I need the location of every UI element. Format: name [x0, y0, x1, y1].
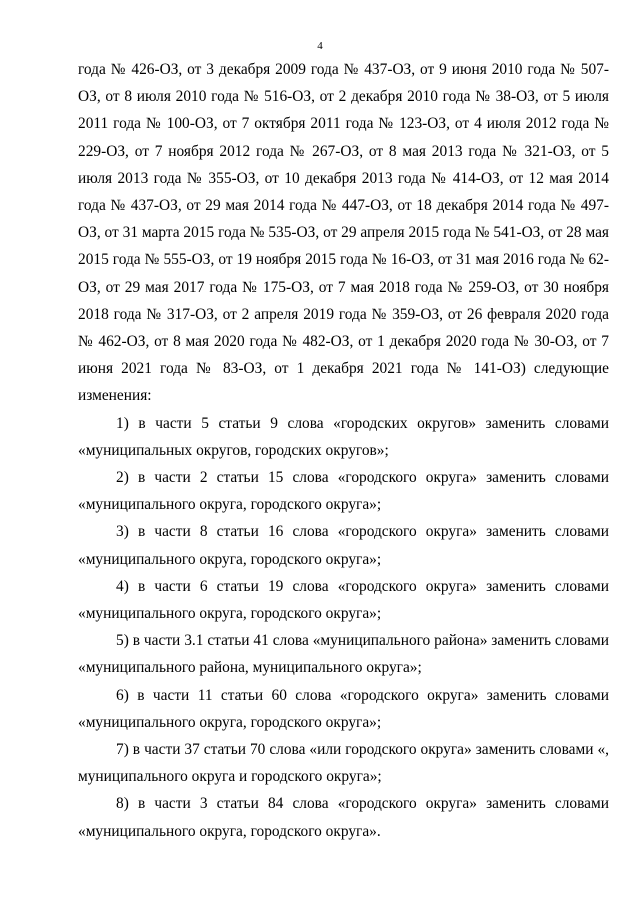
amendment-item-4: 4) в части 6 статьи 19 слова «городского округа» заменить словами «муниципального округа, городского округа»;: [78, 577, 609, 623]
amendment-item-8: 8) в части 3 статьи 84 слова «городского округа» заменить словами «муниципального округа, городского округа».: [78, 795, 609, 840]
document-body: [78, 56, 609, 845]
page-number: 4: [317, 40, 323, 52]
amendment-item-3: 3) в части 8 статьи 16 слова «городского округа» заменить словами «муниципального округа, городского округа»;: [78, 523, 609, 568]
amendment-item-7: 7) в части 37 статьи 70 слова «или городского округа» заменить словами «, муниципального округа и городского округа»;: [78, 741, 609, 786]
amendment-item-5: 5) в части 3.1 статьи 41 слова «муниципального района» заменить словами «муниципального района, муниципального округа»;: [78, 632, 609, 677]
amendment-item-6: 6) в части 11 статьи 60 слова «городского округа» заменить словами «муниципального округа, городского округа»;: [78, 686, 609, 731]
amendment-item-2: 2) в части 2 статьи 15 слова «городского округа» заменить словами «муниципального округа, городского округа»;: [78, 469, 609, 514]
amendment-item-1: 1) в части 5 статьи 9 слова «городских округов» заменить словами «муниципальных округов, городских округов»;: [78, 414, 609, 459]
amendment-intro-paragraph: года № 426-ОЗ, от 3 декабря 2009 года № 437-ОЗ, от 9 июня 2010 года № 507-ОЗ, от 8 июля 2010 года № 516-ОЗ, от 2 декабря 2010 года № 38-ОЗ, от 5 июля 2011 года № 100-ОЗ, от 7 октября 2011 года № 123-ОЗ, от 4 июля 2012 года № 229-ОЗ, от 7 ноября 2012 года № 267-ОЗ, от 8 мая 2013 года № 321-ОЗ, от 5 июля 2013 года № 355-ОЗ, от 10 декабря 2013 года № 414-ОЗ, от 12 мая 2014 года № 437-ОЗ, от 29 мая 2014 года № 447-ОЗ, от 18 декабря 2014 года № 497-ОЗ, от 31 марта 2015 года № 535-ОЗ, от 29 апреля 2015 года № 541-ОЗ, от 28 мая 2015 года № 555-ОЗ, от 19 ноября 2015 года № 16-ОЗ, от 31 мая 2016 года № 62-ОЗ, от 29 мая 2017 года № 175-ОЗ, от 7 мая 2018 года № 259-ОЗ, от 30 ноября 2018 года № 317-ОЗ, от 2 апреля 2019 года № 359-ОЗ, от 26 февраля 2020 года № 462-ОЗ, от 8 мая 2020 года № 482-ОЗ, от 1 декабря 2020 года № 30-ОЗ, от 7 июня 2021 года № 83-ОЗ, от 1 декабря 2021 года № 141-ОЗ) следующие изменения:: [78, 61, 609, 405]
